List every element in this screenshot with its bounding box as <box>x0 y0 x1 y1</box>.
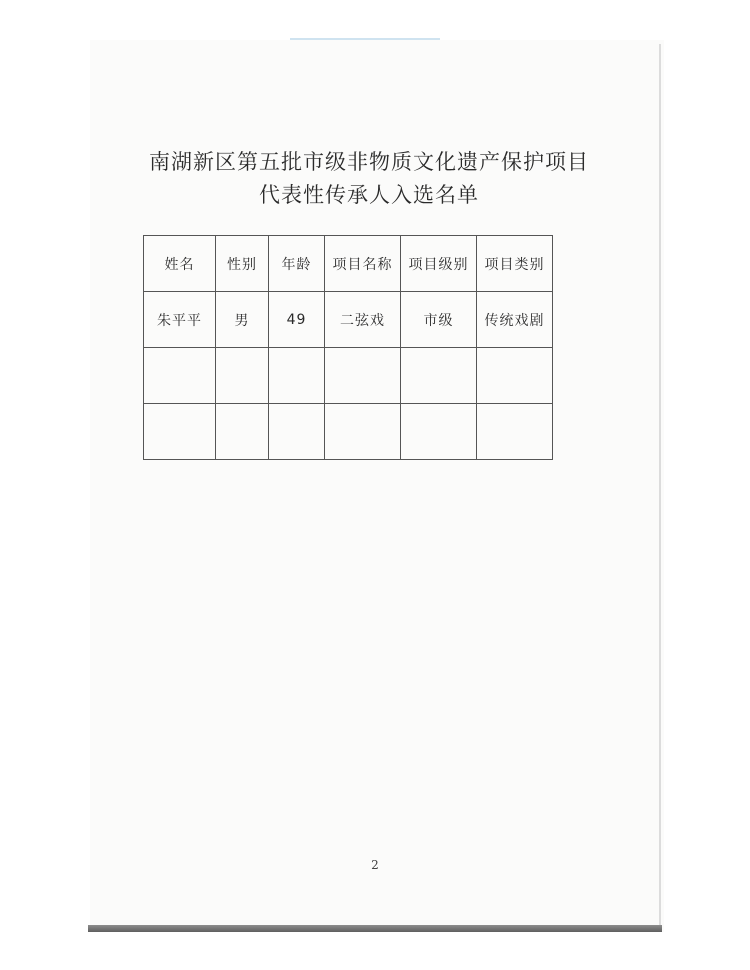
header-project-level: 项目级别 <box>401 236 477 292</box>
cell-project-name <box>325 404 401 460</box>
page-number: 2 <box>371 858 379 872</box>
table-row <box>144 348 553 404</box>
header-gender: 性别 <box>216 236 269 292</box>
document-title: 南湖新区第五批市级非物质文化遗产保护项目 <box>149 150 589 174</box>
header-project-category: 项目类别 <box>477 236 553 292</box>
header-name: 姓名 <box>144 236 216 292</box>
cell-age: 49 <box>269 292 325 348</box>
header-age: 年龄 <box>269 236 325 292</box>
header-project-name: 项目名称 <box>325 236 401 292</box>
cell-name <box>144 404 216 460</box>
table-row <box>144 292 553 348</box>
cell-age <box>269 348 325 404</box>
cell-name: 朱平平 <box>144 292 216 348</box>
inheritor-table <box>143 235 553 460</box>
cell-gender <box>216 404 269 460</box>
table-row <box>144 404 553 460</box>
cell-gender: 男 <box>216 292 269 348</box>
page-right-edge <box>659 44 661 929</box>
cell-project-category: 传统戏剧 <box>477 292 553 348</box>
cell-gender <box>216 348 269 404</box>
cell-project-level: 市级 <box>401 292 477 348</box>
cell-project-level <box>401 348 477 404</box>
table-header-row <box>144 236 553 292</box>
cell-project-category <box>477 348 553 404</box>
cell-project-level <box>401 404 477 460</box>
cell-age <box>269 404 325 460</box>
cell-name <box>144 348 216 404</box>
cell-project-name: 二弦戏 <box>325 292 401 348</box>
scan-edge-mark <box>290 38 440 40</box>
cell-project-category <box>477 404 553 460</box>
cell-project-name <box>325 348 401 404</box>
page-bottom-edge <box>88 925 662 932</box>
document-subtitle: 代表性传承人入选名单 <box>259 183 479 207</box>
